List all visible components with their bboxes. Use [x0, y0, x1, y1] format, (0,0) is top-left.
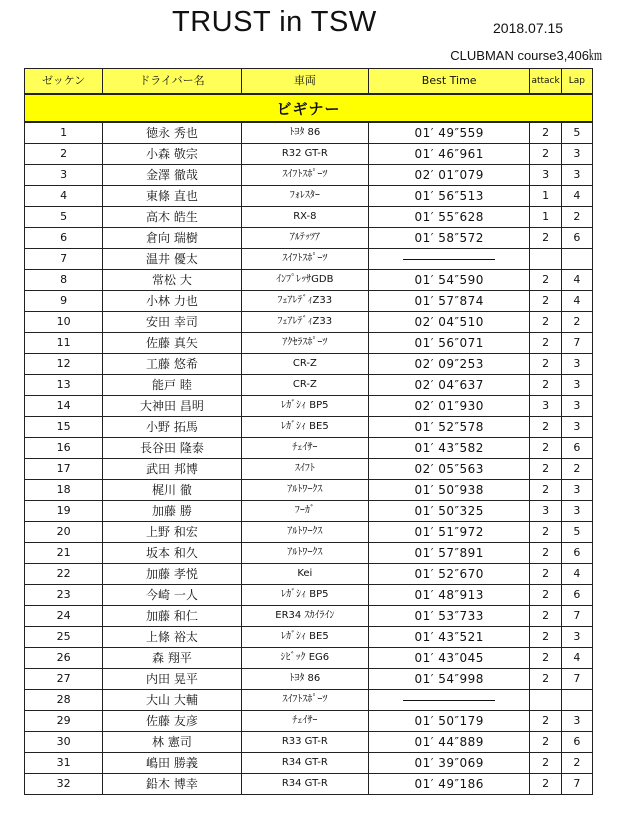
best-time: 01′ 56″513: [368, 186, 530, 207]
car-model: ﾚｶﾞｼｨ BE5: [241, 627, 368, 648]
best-time: 01′ 57″874: [368, 291, 530, 312]
car-model: ｱﾙﾄﾜｰｸｽ: [241, 522, 368, 543]
lap-number: 3: [561, 711, 592, 732]
col-header-lap: Lap: [561, 69, 592, 95]
table-row: [25, 165, 593, 186]
driver-name: 安田 幸司: [103, 312, 242, 333]
entry-number: 20: [25, 522, 103, 543]
table-row: [25, 774, 593, 795]
lap-number: 4: [561, 270, 592, 291]
best-time: 01′ 54″998: [368, 669, 530, 690]
driver-name: 林 憲司: [103, 732, 242, 753]
no-time-dash-line: [403, 259, 495, 260]
best-time: 01′ 49″186: [368, 774, 530, 795]
attack-count: 2: [530, 753, 561, 774]
table-row: [25, 122, 593, 144]
driver-name: 佐藤 友彦: [103, 711, 242, 732]
entry-number: 16: [25, 438, 103, 459]
driver-name: 徳永 秀也: [103, 122, 242, 144]
driver-name: 上野 和宏: [103, 522, 242, 543]
entry-number: 31: [25, 753, 103, 774]
best-time: 01′ 52″578: [368, 417, 530, 438]
car-model: ﾄﾖﾀ 86: [241, 122, 368, 144]
table-row: [25, 648, 593, 669]
best-time: 02′ 01″930: [368, 396, 530, 417]
table-row: [25, 522, 593, 543]
entry-number: 12: [25, 354, 103, 375]
lap-number: 5: [561, 122, 592, 144]
attack-count: 2: [530, 585, 561, 606]
best-time: 01′ 58″572: [368, 228, 530, 249]
driver-name: 大山 大輔: [103, 690, 242, 711]
lap-number: 6: [561, 732, 592, 753]
car-model: ｽｲﾌﾄ: [241, 459, 368, 480]
table-row: [25, 711, 593, 732]
entry-number: 11: [25, 333, 103, 354]
course-info: CLUBMAN course3,406㎞: [450, 48, 602, 63]
best-time: 01′ 50″325: [368, 501, 530, 522]
car-model: CR-Z: [241, 354, 368, 375]
car-model: ｽｲﾌﾄｽﾎﾟｰﾂ: [241, 690, 368, 711]
driver-name: 長谷田 隆泰: [103, 438, 242, 459]
best-time: 02′ 04″510: [368, 312, 530, 333]
car-model: ｱｸｾﾗｽﾎﾟｰﾂ: [241, 333, 368, 354]
best-time: 01′ 43″045: [368, 648, 530, 669]
best-time: 01′ 43″521: [368, 627, 530, 648]
best-time: 01′ 46″961: [368, 144, 530, 165]
driver-name: 倉向 瑞樹: [103, 228, 242, 249]
driver-name: 小野 拓馬: [103, 417, 242, 438]
attack-count: 2: [530, 122, 561, 144]
lap-number: 4: [561, 564, 592, 585]
table-row: [25, 207, 593, 228]
attack-count: [530, 249, 561, 270]
lap-number: 2: [561, 459, 592, 480]
attack-count: 1: [530, 186, 561, 207]
attack-count: 2: [530, 627, 561, 648]
attack-count: 2: [530, 312, 561, 333]
entry-number: 2: [25, 144, 103, 165]
entry-number: 19: [25, 501, 103, 522]
lap-number: 6: [561, 228, 592, 249]
entry-number: 9: [25, 291, 103, 312]
lap-number: 5: [561, 522, 592, 543]
driver-name: 大神田 昌明: [103, 396, 242, 417]
lap-number: 3: [561, 501, 592, 522]
car-model: ﾚｶﾞｼｨ BE5: [241, 417, 368, 438]
car-model: ﾌｪｱﾚﾃﾞｨZ33: [241, 291, 368, 312]
table-row: [25, 312, 593, 333]
lap-number: [561, 690, 592, 711]
lap-number: 3: [561, 144, 592, 165]
class-group-row: [25, 94, 593, 122]
driver-name: 鉛木 博幸: [103, 774, 242, 795]
driver-name: 梶川 徹: [103, 480, 242, 501]
best-time: 01′ 54″590: [368, 270, 530, 291]
table-row: [25, 144, 593, 165]
attack-count: 2: [530, 606, 561, 627]
lap-number: 2: [561, 753, 592, 774]
table-row: [25, 690, 593, 711]
best-time: 01′ 50″938: [368, 480, 530, 501]
entry-number: 17: [25, 459, 103, 480]
lap-number: 3: [561, 354, 592, 375]
entry-number: 27: [25, 669, 103, 690]
car-model: ﾌｫﾚｽﾀｰ: [241, 186, 368, 207]
driver-name: 温井 優太: [103, 249, 242, 270]
attack-count: [530, 690, 561, 711]
best-time: [368, 249, 530, 270]
driver-name: 金澤 徹哉: [103, 165, 242, 186]
table-row: [25, 501, 593, 522]
entry-number: 18: [25, 480, 103, 501]
attack-count: 2: [530, 375, 561, 396]
entry-number: 21: [25, 543, 103, 564]
table-row: [25, 480, 593, 501]
no-time-dash-line: [403, 700, 495, 701]
car-model: ｱﾙﾃｯﾂｱ: [241, 228, 368, 249]
driver-name: 坂本 和久: [103, 543, 242, 564]
table-row: [25, 396, 593, 417]
table-row: [25, 438, 593, 459]
driver-name: 小林 力也: [103, 291, 242, 312]
col-header-best-time: Best Time: [368, 69, 530, 95]
driver-name: 小森 敬宗: [103, 144, 242, 165]
table-row: [25, 249, 593, 270]
best-time: 01′ 56″071: [368, 333, 530, 354]
car-model: ER34 ｽｶｲﾗｲﾝ: [241, 606, 368, 627]
lap-number: 2: [561, 207, 592, 228]
driver-name: 武田 邦博: [103, 459, 242, 480]
attack-count: 2: [530, 774, 561, 795]
lap-number: 3: [561, 627, 592, 648]
attack-count: 2: [530, 543, 561, 564]
attack-count: 2: [530, 333, 561, 354]
car-model: RX-8: [241, 207, 368, 228]
table-row: [25, 291, 593, 312]
event-date: 2018.07.15: [493, 20, 564, 36]
lap-number: 4: [561, 186, 592, 207]
car-model: ｱﾙﾄﾜｰｸｽ: [241, 543, 368, 564]
col-header-driver: ドライバー名: [103, 69, 242, 95]
attack-count: 2: [530, 648, 561, 669]
best-time: 01′ 39″069: [368, 753, 530, 774]
driver-name: 工藤 悠希: [103, 354, 242, 375]
table-row: [25, 228, 593, 249]
table-row: [25, 732, 593, 753]
entry-number: 1: [25, 122, 103, 144]
results-body: [25, 122, 593, 795]
best-time: 01′ 48″913: [368, 585, 530, 606]
driver-name: 上條 裕太: [103, 627, 242, 648]
attack-count: 2: [530, 711, 561, 732]
car-model: ｽｲﾌﾄｽﾎﾟｰﾂ: [241, 249, 368, 270]
best-time: 02′ 09″253: [368, 354, 530, 375]
class-group-label: ビギナー: [25, 94, 593, 122]
lap-number: 4: [561, 648, 592, 669]
lap-number: 7: [561, 669, 592, 690]
entry-number: 30: [25, 732, 103, 753]
table-row: [25, 627, 593, 648]
driver-name: 内田 晃平: [103, 669, 242, 690]
lap-number: 7: [561, 774, 592, 795]
car-model: ｲﾝﾌﾟﾚｯｻGDB: [241, 270, 368, 291]
attack-count: 2: [530, 669, 561, 690]
lap-number: [561, 249, 592, 270]
col-header-number: ゼッケン: [25, 69, 103, 95]
attack-count: 3: [530, 165, 561, 186]
table-row: [25, 564, 593, 585]
header-row: [25, 69, 593, 95]
car-model: R34 GT-R: [241, 774, 368, 795]
col-header-attack: attack: [530, 69, 561, 95]
best-time: 01′ 49″559: [368, 122, 530, 144]
table-row: [25, 753, 593, 774]
lap-number: 2: [561, 312, 592, 333]
table-row: [25, 543, 593, 564]
car-model: ﾄﾖﾀ 86: [241, 669, 368, 690]
entry-number: 15: [25, 417, 103, 438]
car-model: ｼﾋﾞｯｸ EG6: [241, 648, 368, 669]
car-model: ｱﾙﾄﾜｰｸｽ: [241, 480, 368, 501]
attack-count: 2: [530, 417, 561, 438]
lap-number: 7: [561, 606, 592, 627]
driver-name: 加藤 和仁: [103, 606, 242, 627]
attack-count: 2: [530, 144, 561, 165]
entry-number: 14: [25, 396, 103, 417]
table-row: [25, 606, 593, 627]
table-row: [25, 585, 593, 606]
entry-number: 23: [25, 585, 103, 606]
entry-number: 25: [25, 627, 103, 648]
lap-number: 6: [561, 438, 592, 459]
driver-name: 森 翔平: [103, 648, 242, 669]
table-row: [25, 333, 593, 354]
table-row: [25, 417, 593, 438]
table-row: [25, 270, 593, 291]
best-time: 01′ 50″179: [368, 711, 530, 732]
lap-number: 6: [561, 585, 592, 606]
driver-name: 嶋田 勝義: [103, 753, 242, 774]
entry-number: 13: [25, 375, 103, 396]
entry-number: 3: [25, 165, 103, 186]
entry-number: 8: [25, 270, 103, 291]
entry-number: 7: [25, 249, 103, 270]
entry-number: 4: [25, 186, 103, 207]
car-model: R34 GT-R: [241, 753, 368, 774]
attack-count: 2: [530, 291, 561, 312]
best-time: 02′ 01″079: [368, 165, 530, 186]
car-model: CR-Z: [241, 375, 368, 396]
driver-name: 佐藤 真矢: [103, 333, 242, 354]
entry-number: 26: [25, 648, 103, 669]
lap-number: 3: [561, 165, 592, 186]
table-row: [25, 354, 593, 375]
page-title: TRUST in TSW: [172, 6, 377, 38]
car-model: ｽｲﾌﾄｽﾎﾟｰﾂ: [241, 165, 368, 186]
driver-name: 東條 直也: [103, 186, 242, 207]
best-time: 01′ 57″891: [368, 543, 530, 564]
col-header-car: 車両: [241, 69, 368, 95]
attack-count: 2: [530, 459, 561, 480]
entry-number: 32: [25, 774, 103, 795]
driver-name: 常松 大: [103, 270, 242, 291]
attack-count: 2: [530, 354, 561, 375]
lap-number: 4: [561, 291, 592, 312]
entry-number: 22: [25, 564, 103, 585]
car-model: Kei: [241, 564, 368, 585]
best-time: [368, 690, 530, 711]
driver-name: 高木 皓生: [103, 207, 242, 228]
car-model: R32 GT-R: [241, 144, 368, 165]
driver-name: 加藤 勝: [103, 501, 242, 522]
entry-number: 28: [25, 690, 103, 711]
driver-name: 能戸 睦: [103, 375, 242, 396]
table-row: [25, 375, 593, 396]
attack-count: 2: [530, 522, 561, 543]
lap-number: 6: [561, 543, 592, 564]
car-model: R33 GT-R: [241, 732, 368, 753]
best-time: 01′ 52″670: [368, 564, 530, 585]
attack-count: 2: [530, 480, 561, 501]
best-time: 02′ 05″563: [368, 459, 530, 480]
lap-number: 3: [561, 396, 592, 417]
lap-number: 3: [561, 480, 592, 501]
car-model: ﾚｶﾞｼｨ BP5: [241, 396, 368, 417]
car-model: ﾁｪｲｻｰ: [241, 711, 368, 732]
entry-number: 24: [25, 606, 103, 627]
attack-count: 3: [530, 396, 561, 417]
results-table: [24, 68, 593, 795]
lap-number: 3: [561, 417, 592, 438]
table-row: [25, 669, 593, 690]
table-row: [25, 186, 593, 207]
attack-count: 2: [530, 438, 561, 459]
attack-count: 2: [530, 270, 561, 291]
entry-number: 10: [25, 312, 103, 333]
lap-number: 7: [561, 333, 592, 354]
car-model: ﾌｪｱﾚﾃﾞｨZ33: [241, 312, 368, 333]
car-model: ﾁｪｲｻｰ: [241, 438, 368, 459]
driver-name: 今崎 一人: [103, 585, 242, 606]
attack-count: 3: [530, 501, 561, 522]
car-model: ﾌｰｶﾞ: [241, 501, 368, 522]
driver-name: 加藤 孝悦: [103, 564, 242, 585]
table-row: [25, 459, 593, 480]
best-time: 02′ 04″637: [368, 375, 530, 396]
best-time: 01′ 44″889: [368, 732, 530, 753]
best-time: 01′ 53″733: [368, 606, 530, 627]
entry-number: 29: [25, 711, 103, 732]
best-time: 01′ 55″628: [368, 207, 530, 228]
attack-count: 2: [530, 228, 561, 249]
lap-number: 3: [561, 375, 592, 396]
attack-count: 2: [530, 732, 561, 753]
car-model: ﾚｶﾞｼｨ BP5: [241, 585, 368, 606]
attack-count: 1: [530, 207, 561, 228]
best-time: 01′ 51″972: [368, 522, 530, 543]
entry-number: 6: [25, 228, 103, 249]
best-time: 01′ 43″582: [368, 438, 530, 459]
entry-number: 5: [25, 207, 103, 228]
attack-count: 2: [530, 564, 561, 585]
